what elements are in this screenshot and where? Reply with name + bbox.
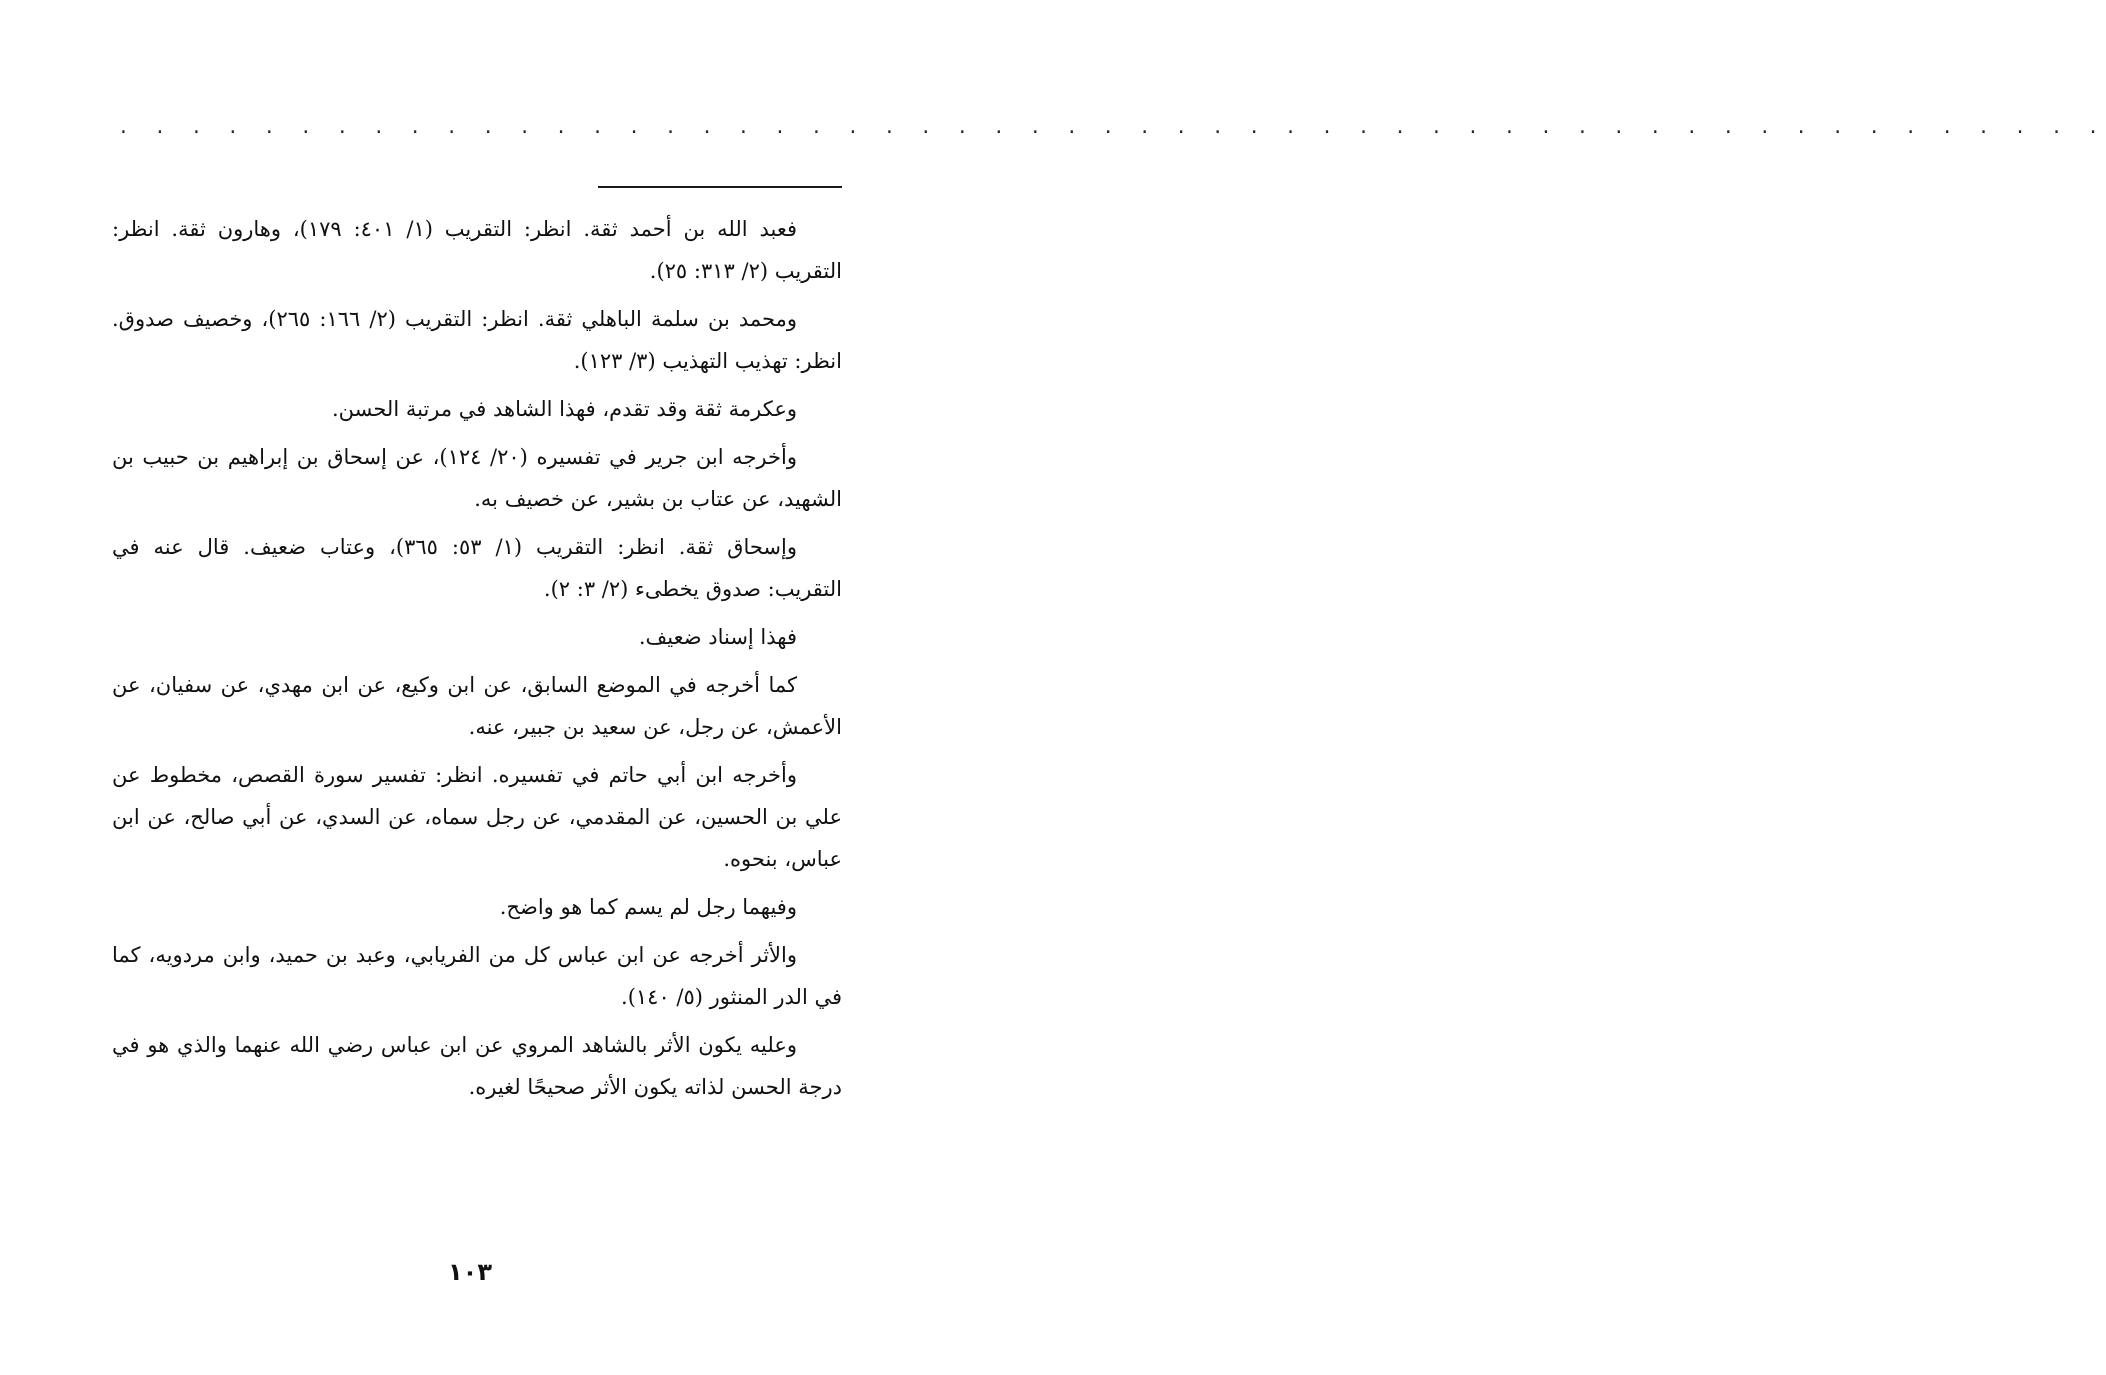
paragraph: وفيهما رجل لم يسم كما هو واضح.: [499, 895, 797, 919]
page-number: ١٠٣: [448, 1258, 492, 1286]
paragraph: وأخرجه ابن أبي حاتم في تفسيره. انظر: تفسير سورة القصص، مخطوط عن علي بن الحسين، عن المقدمي، عن رجل سماه، عن السدي، عن أبي صالح، عن ابن عباس، بنحوه.: [112, 763, 842, 871]
footnote-rule: [598, 186, 842, 188]
dotted-separator: · · · · · · · · · · · · · · · · · · · · · · · · · · · · · · · · · · · · · · · · · · · · · · · · · · · · · · ·: [118, 122, 2106, 143]
paragraph: وأخرجه ابن جرير في تفسيره (٢٠/ ١٢٤)، عن إسحاق بن إبراهيم بن حبيب بن الشهيد، عن عتاب بن بشير، عن خصيف به.: [112, 445, 842, 511]
footnote-body: [112, 208, 842, 1114]
paragraph: فعبد الله بن أحمد ثقة. انظر: التقريب (١/ ٤٠١: ١٧٩)، وهارون ثقة. انظر: التقريب (٢/ ٣١٣: ٢٥).: [112, 217, 842, 283]
paragraph: كما أخرجه في الموضع السابق، عن ابن وكيع، عن ابن مهدي، عن سفيان، عن الأعمش، عن رجل، عن سعيد بن جبير، عنه.: [112, 673, 842, 739]
paragraph: فهذا إسناد ضعيف.: [638, 625, 797, 649]
paragraph: ومحمد بن سلمة الباهلي ثقة. انظر: التقريب (٢/ ١٦٦: ٢٦٥)، وخصيف صدوق. انظر: تهذيب التهذيب (٣/ ١٢٣).: [112, 307, 842, 373]
paragraph: وعكرمة ثقة وقد تقدم، فهذا الشاهد في مرتبة الحسن.: [331, 397, 797, 421]
paragraph: وعليه يكون الأثر بالشاهد المروي عن ابن عباس رضي الله عنهما والذي هو في درجة الحسن لذاته يكون الأثر صحيحًا لغيره.: [112, 1033, 842, 1099]
paragraph: وإسحاق ثقة. انظر: التقريب (١/ ٥٣: ٣٦٥)، وعتاب ضعيف. قال عنه في التقريب: صدوق يخطىء (٢/ ٣: ٢).: [112, 535, 842, 601]
paragraph: والأثر أخرجه عن ابن عباس كل من الفريابي، وعبد بن حميد، وابن مردويه، كما في الدر المنثور (٥/ ١٤٠).: [112, 943, 842, 1009]
